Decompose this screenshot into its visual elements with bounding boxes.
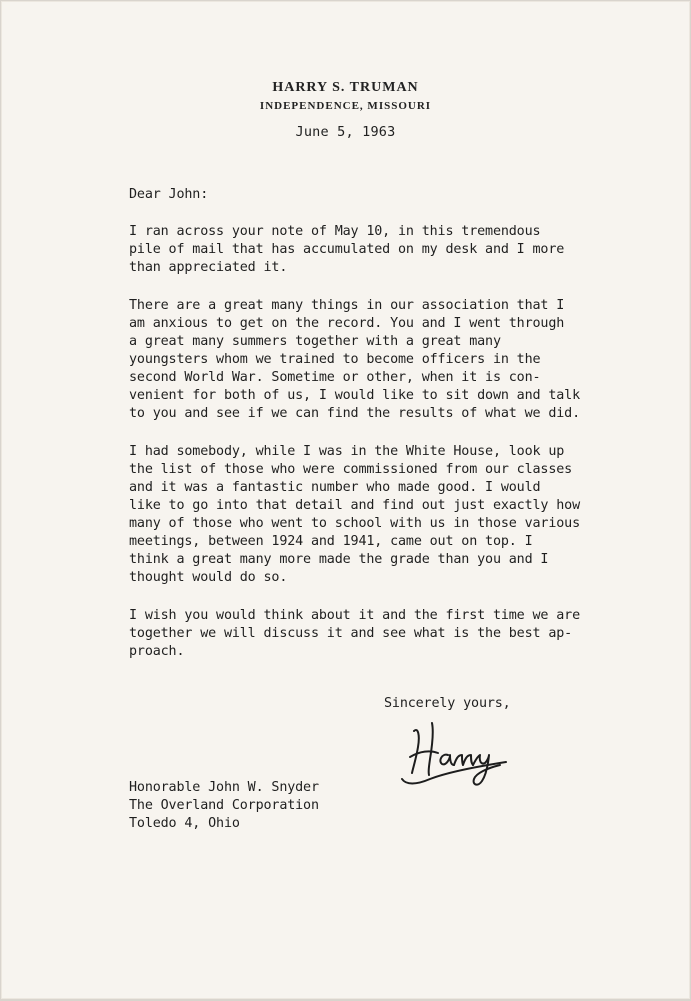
body-line: to you and see if we can find the results of what we did. bbox=[129, 406, 580, 421]
body-line: proach. bbox=[129, 644, 185, 659]
body-line: am anxious to get on the record. You and I went through bbox=[129, 316, 565, 331]
body-line: youngsters whom we trained to become officers in the bbox=[129, 352, 541, 367]
letterhead-name: HARRY S. TRUMAN bbox=[272, 80, 419, 95]
letter-date: June 5, 1963 bbox=[295, 124, 396, 140]
body-line: many of those who went to school with us in those various bbox=[129, 516, 580, 531]
body-line: venient for both of us, I would like to sit down and talk bbox=[129, 388, 580, 403]
closing: Sincerely yours, bbox=[384, 696, 511, 711]
body-line: and it was a fantastic number who made good. I would bbox=[129, 480, 541, 495]
salutation: Dear John: bbox=[129, 187, 209, 202]
body-line: pile of mail that has accumulated on my desk and I more bbox=[129, 242, 565, 257]
letterhead-place: INDEPENDENCE, MISSOURI bbox=[259, 100, 432, 112]
body-line: think a great many more made the grade than you and I bbox=[129, 552, 549, 567]
recipient-line: Toledo 4, Ohio bbox=[129, 816, 240, 831]
body-line: second World War. Sometime or other, when it is con- bbox=[129, 370, 541, 385]
body-line: meetings, between 1924 and 1941, came out on top. I bbox=[129, 534, 533, 549]
recipient-line: The Overland Corporation bbox=[129, 798, 319, 813]
body-line: I ran across your note of May 10, in this tremendous bbox=[129, 224, 541, 239]
body-line: together we will discuss it and see what is the best ap- bbox=[129, 626, 573, 641]
body-line: There are a great many things in our association that I bbox=[129, 298, 565, 313]
recipient-line: Honorable John W. Snyder bbox=[129, 780, 319, 795]
body-line: like to go into that detail and find out just exactly how bbox=[129, 498, 580, 513]
body-line: than appreciated it. bbox=[129, 260, 288, 275]
body-line: a great many summers together with a great many bbox=[129, 334, 501, 349]
handwritten-signature bbox=[396, 713, 526, 793]
body-line: the list of those who were commissioned from our classes bbox=[129, 462, 573, 477]
body-line: I wish you would think about it and the first time we are bbox=[129, 608, 580, 623]
body-line: thought would do so. bbox=[129, 570, 288, 585]
letterhead bbox=[1, 79, 690, 115]
body-line: I had somebody, while I was in the White House, look up bbox=[129, 444, 565, 459]
letter-page bbox=[1, 1, 690, 999]
